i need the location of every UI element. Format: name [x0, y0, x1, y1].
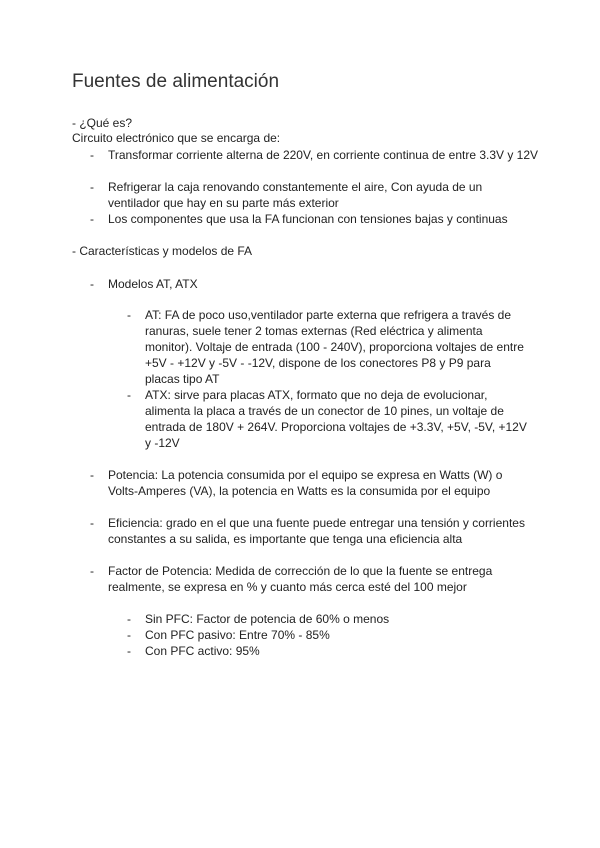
bullet-marker: -: [90, 277, 94, 291]
model-at: AT: FA de poco uso,ventilador parte externa que refrigera a través de ranuras, suele tener 2 tomas externas (Red eléctrica y alimenta monitor). Voltaje de entrada (100 - 240V), proporciona voltajes de entre +5V - +12V y -5V - -12V, dispone de los conectores P8 y P9 para placas tipo AT: [145, 308, 524, 386]
bullet-marker: -: [90, 148, 94, 162]
bullet-marker: -: [127, 612, 131, 626]
model-atx: ATX: sirve para placas ATX, formato que no deja de evolucionar, alimenta la placa a través de un conector de 10 pines, un voltaje de entrada de 180V + 264V. Proporciona voltajes de +3.3V, +5V, -5V, +12V y -12V: [145, 388, 527, 450]
bullet-marker: -: [90, 212, 94, 226]
pfc-item: Con PFC activo: 95%: [145, 644, 260, 658]
bullet-marker: -: [90, 468, 94, 482]
section-heading-que-es: - ¿Qué es?: [72, 116, 133, 130]
list-item: Refrigerar la caja renovando constantemente el aire, Con ayuda de un ventilador que hay en su parte más exterior: [108, 180, 483, 210]
pfc-item: Sin PFC: Factor de potencia de 60% o menos: [145, 612, 390, 626]
bullet-marker: -: [127, 388, 131, 402]
eficiencia-item: Eficiencia: grado en el que una fuente puede entregar una tensión y corrientes constantes a su salida, es importante que tenga una eficiencia alta: [108, 516, 525, 546]
potencia-item: Potencia: La potencia consumida por el equipo se expresa en Watts (W) o Volts-Amperes (VA), la potencia en Watts es la consumida por el equipo: [108, 468, 503, 498]
bullet-marker: -: [127, 308, 131, 322]
pfc-item: Con PFC pasivo: Entre 70% - 85%: [145, 628, 330, 642]
document-title: Fuentes de alimentación: [72, 71, 280, 92]
bullet-marker: -: [127, 628, 131, 642]
factor-potencia-item: Factor de Potencia: Medida de corrección de lo que la fuente se entrega realmente, se expresa en % y cuanto más cerca esté del 100 mejor: [108, 564, 493, 594]
bullet-marker: -: [90, 564, 94, 578]
bullet-marker: -: [90, 180, 94, 194]
models-label: Modelos AT, ATX: [108, 277, 198, 291]
list-item: Transformar corriente alterna de 220V, en corriente continua de entre 3.3V y 12V: [108, 148, 539, 162]
bullet-marker: -: [127, 644, 131, 658]
bullet-marker: -: [90, 516, 94, 530]
section-heading-caracteristicas: - Características y modelos de FA: [72, 244, 253, 258]
section-intro: Circuito electrónico que se encarga de:: [72, 131, 281, 145]
list-item: Los componentes que usa la FA funcionan con tensiones bajas y continuas: [108, 212, 508, 226]
